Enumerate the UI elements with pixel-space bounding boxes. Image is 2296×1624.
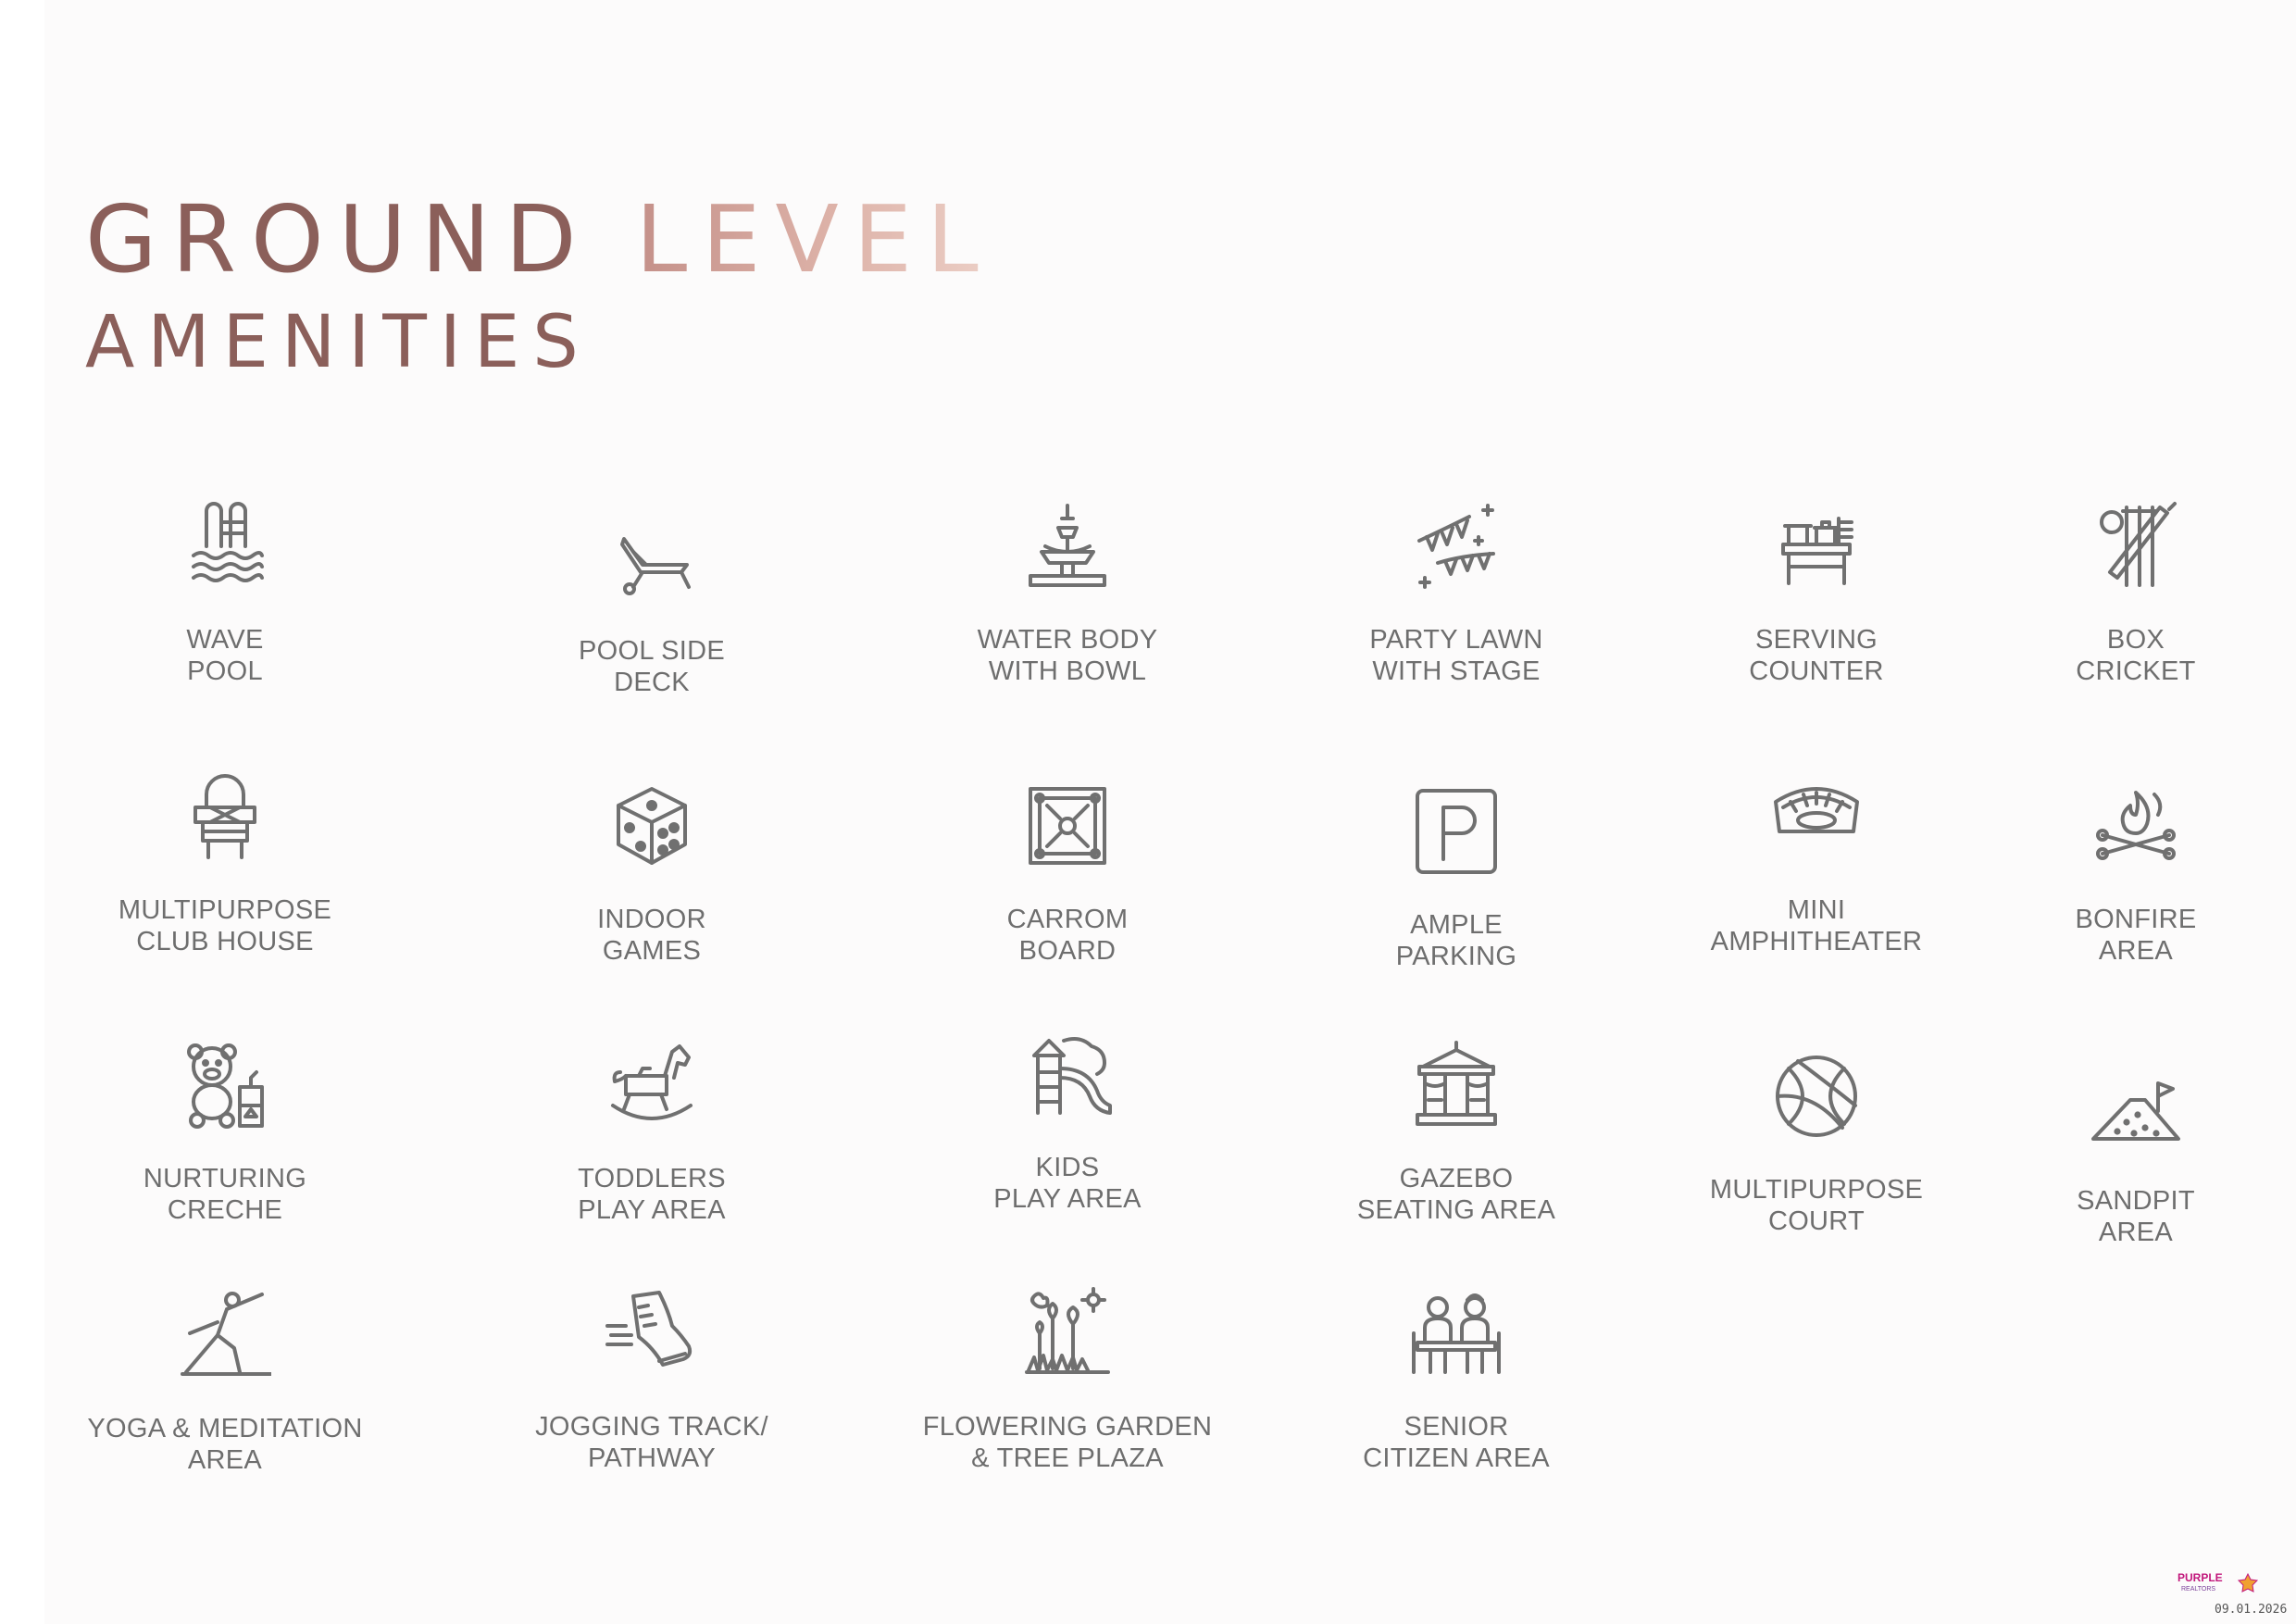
amenity-label: MULTIPURPOSE CLUB HOUSE [118, 895, 332, 956]
cricket-icon [1969, 500, 2296, 593]
yoga-icon [58, 1289, 392, 1381]
amenity-label: MINI AMPHITHEATER [1710, 895, 1923, 956]
flowers-icon [901, 1287, 1234, 1380]
amenity-water-body-with-bowl [901, 500, 1234, 687]
dice-icon [485, 780, 818, 872]
basketball-icon [1650, 1050, 1983, 1143]
bunting-icon [1290, 500, 1623, 593]
seniors-icon [1290, 1287, 1623, 1380]
ladder-pool-icon [58, 500, 392, 593]
amenity-kids-play-area [901, 1028, 1234, 1215]
lounger-icon [485, 511, 818, 604]
sandpit-icon [1969, 1061, 2296, 1154]
amenity-label: SERVING COUNTER [1749, 625, 1884, 686]
amenity-senior-citizen-area [1290, 1287, 1623, 1474]
amenity-carrom-board [901, 780, 1234, 967]
amenity-sandpit-area [1969, 1061, 2296, 1248]
amenity-label: KIDS PLAY AREA [993, 1153, 1142, 1214]
amenity-multipurpose-club-house [58, 770, 392, 957]
svg-text:REALTORS: REALTORS [2181, 1586, 2216, 1593]
amenity-box-cricket [1969, 500, 2296, 687]
title-line-1 [85, 185, 993, 294]
slide-icon [901, 1028, 1234, 1120]
document-date: 09.01.2026 [2215, 1603, 2288, 1617]
amenity-label: BOX CRICKET [2076, 625, 2196, 686]
amenity-label: TODDLERS PLAY AREA [578, 1164, 726, 1225]
amenity-bonfire-area [1969, 780, 2296, 967]
serving-counter-icon [1650, 500, 1983, 593]
amenity-label: FLOWERING GARDEN & TREE PLAZA [922, 1412, 1213, 1473]
amenity-label: AMPLE PARKING [1395, 910, 1517, 971]
club-chair-icon [58, 770, 392, 863]
fountain-icon [901, 500, 1234, 593]
amenity-serving-counter [1650, 500, 1983, 687]
amenity-label: WAVE POOL [186, 625, 264, 686]
amenity-toddlers-play-area [485, 1039, 818, 1226]
running-shoe-icon [485, 1287, 818, 1380]
amenity-ample-parking [1290, 785, 1623, 972]
amenity-label: PARTY LAWN WITH STAGE [1369, 625, 1543, 686]
amenity-label: CARROM BOARD [1006, 905, 1129, 966]
parking-icon [1290, 785, 1623, 878]
rocking-horse-icon [485, 1039, 818, 1131]
amenity-label: SENIOR CITIZEN AREA [1363, 1412, 1550, 1473]
amenity-label: BONFIRE AREA [2075, 905, 2197, 966]
amenity-gazebo-seating-area [1290, 1039, 1623, 1226]
amenity-label: SANDPIT AREA [2077, 1186, 2195, 1247]
amenity-label: WATER BODY WITH BOWL [977, 625, 1158, 686]
svg-text:PURPLE: PURPLE [2177, 1571, 2223, 1584]
amenity-yoga-meditation-area [58, 1289, 392, 1476]
amenity-label: JOGGING TRACK/ PATHWAY [535, 1412, 768, 1473]
title-word-level: LEVEL [635, 185, 993, 294]
amenity-wave-pool [58, 500, 392, 687]
teddy-bear-icon [58, 1039, 392, 1131]
amenity-label: POOL SIDE DECK [579, 636, 725, 697]
amenity-indoor-games [485, 780, 818, 967]
amenity-mini-amphitheater [1650, 770, 1983, 957]
amenity-pool-side-deck [485, 511, 818, 698]
amenity-nurturing-creche [58, 1039, 392, 1226]
amenity-label: MULTIPURPOSE COURT [1709, 1175, 1924, 1236]
amenity-label: GAZEBO SEATING AREA [1356, 1164, 1556, 1225]
purple-realtors-logo [2176, 1570, 2268, 1594]
title-line-2: AMENITIES [85, 301, 592, 384]
amenity-label: YOGA & MEDITATION AREA [87, 1414, 363, 1475]
page-title [85, 185, 993, 389]
title-word-ground: GROUND [85, 185, 592, 294]
amenity-multipurpose-court [1650, 1050, 1983, 1237]
amenity-jogging-track-pathway [485, 1287, 818, 1474]
amenity-party-lawn-with-stage [1290, 500, 1623, 687]
carrom-icon [901, 780, 1234, 872]
amphitheater-icon [1650, 770, 1983, 863]
amenity-label: NURTURING CRECHE [143, 1164, 307, 1225]
bonfire-icon [1969, 780, 2296, 872]
gazebo-icon [1290, 1039, 1623, 1131]
amenity-label: INDOOR GAMES [597, 905, 706, 966]
amenity-flowering-garden-tree-plaza [901, 1287, 1234, 1474]
